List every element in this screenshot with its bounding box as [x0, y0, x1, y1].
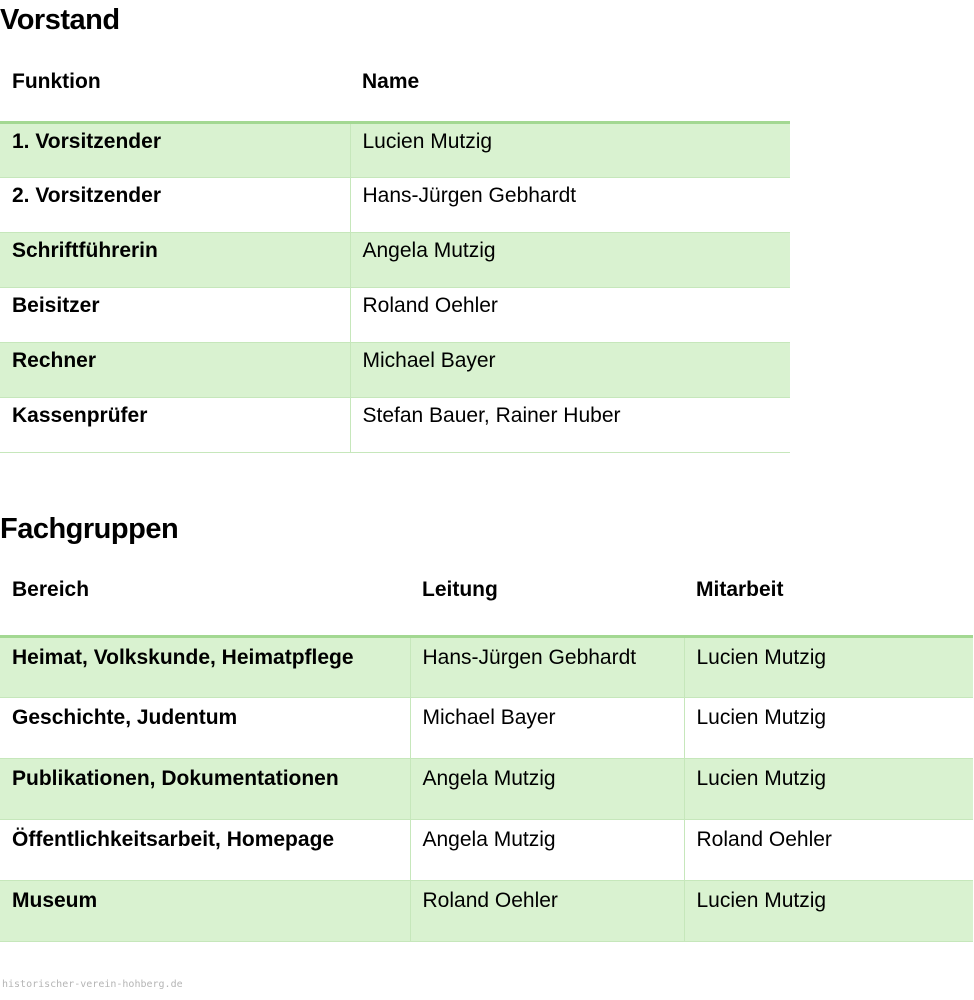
table-row — [0, 819, 973, 880]
table-row — [0, 636, 973, 697]
leitung-cell: Angela Mutzig — [410, 819, 684, 880]
leitung-cell: Hans-Jürgen Gebhardt — [410, 636, 684, 697]
table-row — [0, 177, 790, 232]
column-header-name: Name — [362, 70, 420, 93]
funktion-cell: Kassenprüfer — [0, 397, 350, 452]
vorstand-table — [0, 60, 790, 453]
table-row — [0, 397, 790, 452]
name-cell: Angela Mutzig — [350, 232, 790, 287]
leitung-cell: Angela Mutzig — [410, 758, 684, 819]
name-cell: Michael Bayer — [350, 342, 790, 397]
column-header-leitung: Leitung — [422, 578, 498, 601]
table-row — [0, 697, 973, 758]
bereich-cell: Geschichte, Judentum — [0, 697, 410, 758]
table-row — [0, 880, 973, 941]
fachgruppen-title: Fachgruppen — [0, 513, 179, 545]
table-row — [0, 758, 973, 819]
name-cell: Stefan Bauer, Rainer Huber — [350, 397, 790, 452]
footer-watermark: historischer-verein-hohberg.de — [2, 979, 183, 990]
name-cell: Hans-Jürgen Gebhardt — [350, 177, 790, 232]
table-row — [0, 342, 790, 397]
mitarbeit-cell: Roland Oehler — [684, 819, 973, 880]
mitarbeit-cell: Lucien Mutzig — [684, 758, 973, 819]
table-row — [0, 122, 790, 177]
bereich-cell: Museum — [0, 880, 410, 941]
mitarbeit-cell: Lucien Mutzig — [684, 880, 973, 941]
funktion-cell: Rechner — [0, 342, 350, 397]
vorstand-title: Vorstand — [0, 4, 120, 36]
bereich-cell: Öffentlichkeitsarbeit, Homepage — [0, 819, 410, 880]
name-cell: Lucien Mutzig — [350, 122, 790, 177]
table-row — [0, 287, 790, 342]
funktion-cell: 2. Vorsitzender — [0, 177, 350, 232]
table-header-row — [0, 60, 790, 122]
leitung-cell: Roland Oehler — [410, 880, 684, 941]
column-header-mitarbeit: Mitarbeit — [696, 578, 784, 601]
name-cell: Roland Oehler — [350, 287, 790, 342]
table-header-row — [0, 570, 973, 636]
leitung-cell: Michael Bayer — [410, 697, 684, 758]
table-row — [0, 232, 790, 287]
fachgruppen-table — [0, 570, 973, 942]
column-header-funktion: Funktion — [12, 70, 101, 93]
bereich-cell: Publikationen, Dokumentationen — [0, 758, 410, 819]
funktion-cell: 1. Vorsitzender — [0, 122, 350, 177]
column-header-bereich: Bereich — [12, 578, 90, 601]
funktion-cell: Schriftführerin — [0, 232, 350, 287]
bereich-cell: Heimat, Volkskunde, Heimatpflege — [0, 636, 410, 697]
funktion-cell: Beisitzer — [0, 287, 350, 342]
mitarbeit-cell: Lucien Mutzig — [684, 697, 973, 758]
mitarbeit-cell: Lucien Mutzig — [684, 636, 973, 697]
